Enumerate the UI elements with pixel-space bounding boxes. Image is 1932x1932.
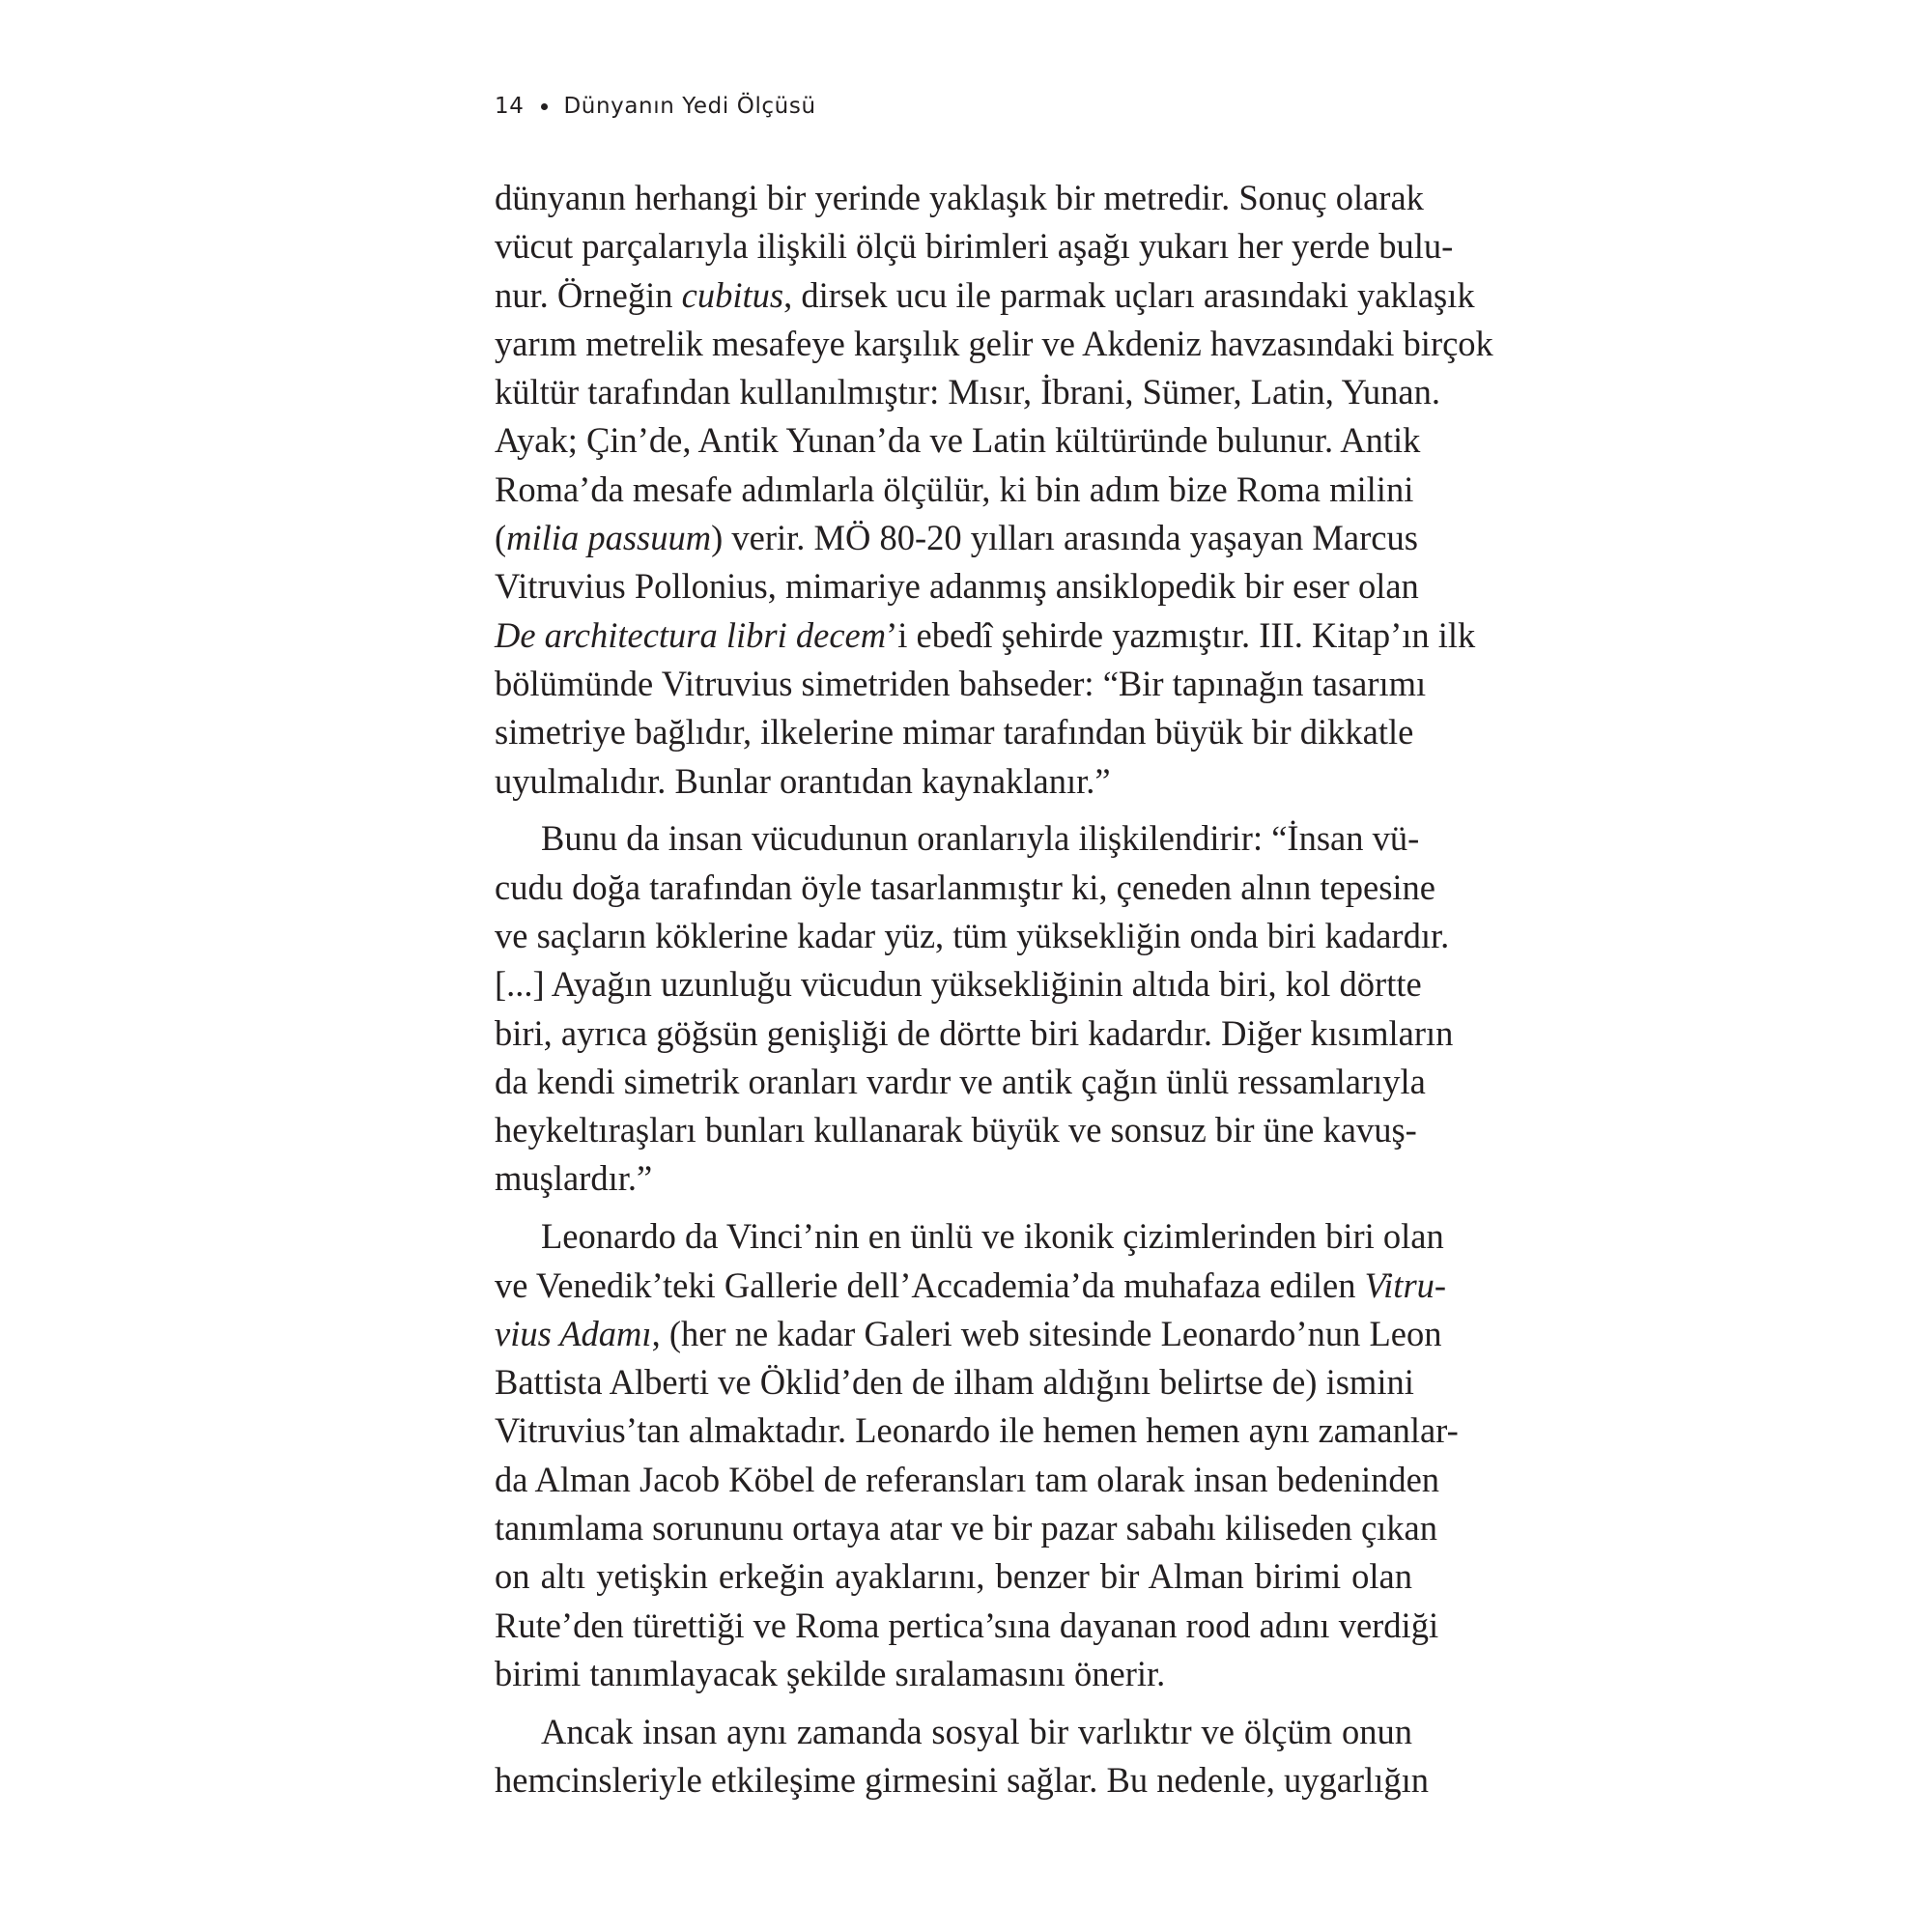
- text-run: kültür tarafından kullanılmıştır: Mısır, İbrani, Sümer, Latin, Yunan.: [495, 372, 1441, 412]
- text-run: Bunu da insan vücudunun oranlarıyla ilişkilendirir: “İnsan vü-: [541, 818, 1420, 859]
- body-text: [495, 174, 1493, 1804]
- text-run: Vitruvius’tan almaktadır. Leonardo ile hemen hemen aynı zamanlar-: [495, 1410, 1459, 1451]
- text-line: [495, 1708, 1412, 1756]
- paragraph: [495, 1708, 1430, 1805]
- text-line: [495, 1154, 1412, 1203]
- text-run: simetriye bağlıdır, ilkelerine mimar tarafından büyük bir dikkatle: [495, 712, 1414, 753]
- text-line: [495, 1058, 1426, 1106]
- text-line: [495, 1009, 1454, 1058]
- text-run: Vitruvius Pollonius, mimariye adanmış ansiklopedik bir eser olan: [495, 566, 1419, 607]
- text-run: uyulmalıdır. Bunlar orantıdan kaynaklanır.”: [495, 760, 1111, 801]
- paragraph-gap: [495, 1204, 1412, 1213]
- paragraph: [495, 814, 1454, 1203]
- text-line: [495, 562, 1419, 611]
- text-line: [495, 1262, 1447, 1310]
- text-run: Battista Alberti ve Öklid’den de ilham aldığını belirtse de) ismini: [495, 1362, 1414, 1403]
- text-run: [...] Ayağın uzunluğu vücudun yüksekliğinin altıda biri, kol dörtte: [495, 964, 1422, 1005]
- page-number: 14: [495, 94, 525, 119]
- italic-text: De architectura libri decem: [495, 614, 887, 655]
- text-line: [495, 1650, 1412, 1698]
- text-line: [495, 174, 1424, 222]
- text-run: cudu doğa tarafından öyle tasarlanmıştır ki, çeneden alnın tepesine: [495, 867, 1435, 907]
- text-line: [495, 708, 1412, 756]
- text-run: dünyanın herhangi bir yerinde yaklaşık bir metredir. Sonuç olarak: [495, 178, 1424, 217]
- text-line: [495, 1552, 1412, 1601]
- text-line: [495, 416, 1421, 465]
- text-line: [495, 514, 1418, 562]
- text-run: vücut parçalarıyla ilişkili ölçü birimleri aşağı yukarı her yerde bulu-: [495, 226, 1454, 267]
- text-line: [495, 368, 1441, 416]
- text-line: [495, 1212, 1444, 1261]
- text-line: [495, 757, 1412, 806]
- text-line: [495, 1358, 1412, 1406]
- text-line: [495, 1756, 1430, 1804]
- paragraph-gap: [495, 806, 1412, 815]
- text-line: [495, 814, 1420, 863]
- text-run: Ayak; Çin’de, Antik Yunan’da ve Latin kültüründe bulunur. Antik: [495, 420, 1421, 461]
- text-line: [495, 1310, 1442, 1358]
- text-run: Leonardo da Vinci’nin en ünlü ve ikonik çizimlerinden biri olan: [541, 1216, 1444, 1257]
- italic-text: vius Adamı: [495, 1313, 652, 1353]
- text-line: [495, 912, 1450, 960]
- paragraph-gap: [495, 1698, 1412, 1708]
- paragraph: [495, 1212, 1459, 1698]
- bullet-separator: [541, 103, 548, 110]
- text-run: da kendi simetrik oranları vardır ve antik çağın ünlü ressamlarıyla: [495, 1061, 1426, 1101]
- text-line: [495, 960, 1422, 1009]
- text-line: [495, 1602, 1439, 1650]
- text-line: [495, 864, 1435, 912]
- paragraph: [495, 174, 1493, 806]
- text-run: yarım metrelik mesafeye karşılık gelir ve Akdeniz havzasındaki birçok: [495, 323, 1493, 363]
- text-run: (: [495, 518, 507, 558]
- text-run: tanımlama sorununu ortaya atar ve bir pazar sabahı kiliseden çıkan: [495, 1508, 1438, 1548]
- text-run: nur. Örneğin: [495, 274, 682, 315]
- text-run: Roma’da mesafe adımlarla ölçülür, ki bin adım bize Roma milini: [495, 469, 1414, 509]
- text-line: [495, 1106, 1417, 1154]
- text-line: [495, 320, 1493, 368]
- text-line: [495, 222, 1454, 270]
- text-line: [495, 1456, 1440, 1504]
- italic-text: milia passuum: [506, 518, 712, 558]
- text-run: ve Venedik’teki Gallerie dell’Accademia’da muhafaza edilen: [495, 1264, 1365, 1305]
- running-head: [495, 89, 816, 124]
- text-run: hemcinsleriyle etkileşime girmesini sağlar. Bu nedenle, uygarlığın: [495, 1760, 1430, 1800]
- text-line: [495, 660, 1427, 708]
- text-run: birimi tanımlayacak şekilde sıralamasını önerir.: [495, 1653, 1166, 1693]
- text-run: Rute’den türettiği ve Roma pertica’sına dayanan rood adını verdiği: [495, 1605, 1439, 1645]
- book-title: Dünyanın Yedi Ölçüsü: [563, 94, 816, 119]
- text-run: , dirsek ucu ile parmak uçları arasındaki yaklaşık: [783, 274, 1475, 315]
- text-run: bölümünde Vitruvius simetriden bahseder: “Bir tapınağın tasarımı: [495, 663, 1427, 703]
- text-run: ’i ebedî şehirde yazmıştır. III. Kitap’ın ilk: [886, 614, 1476, 655]
- text-line: [495, 1504, 1438, 1552]
- text-line: [495, 1406, 1459, 1455]
- text-line: [495, 271, 1475, 320]
- text-run: da Alman Jacob Köbel de referansları tam olarak insan bedeninden: [495, 1459, 1440, 1499]
- text-run: ) verir. MÖ 80-20 yılları arasında yaşayan Marcus: [711, 518, 1418, 558]
- italic-text: cubitus: [681, 274, 784, 315]
- text-run: muşlardır.”: [495, 1158, 653, 1199]
- text-run: heykeltıraşları bunları kullanarak büyük ve sonsuz bir üne kavuş-: [495, 1110, 1417, 1151]
- text-run: Ancak insan aynı zamanda sosyal bir varlıktır ve ölçüm onun: [541, 1711, 1412, 1751]
- text-run: ve saçların köklerine kadar yüz, tüm yüksekliğin onda biri kadardır.: [495, 915, 1450, 955]
- text-line: [495, 611, 1476, 660]
- text-run: on altı yetişkin erkeğin ayaklarını, benzer bir Alman birimi olan: [495, 1556, 1412, 1597]
- text-line: [495, 466, 1412, 514]
- text-run: biri, ayrıca göğsün genişliği de dörtte biri kadardır. Diğer kısımların: [495, 1012, 1454, 1053]
- italic-text: Vitru-: [1364, 1264, 1447, 1305]
- text-run: , (her ne kadar Galeri web sitesinde Leonardo’nun Leon: [651, 1313, 1442, 1353]
